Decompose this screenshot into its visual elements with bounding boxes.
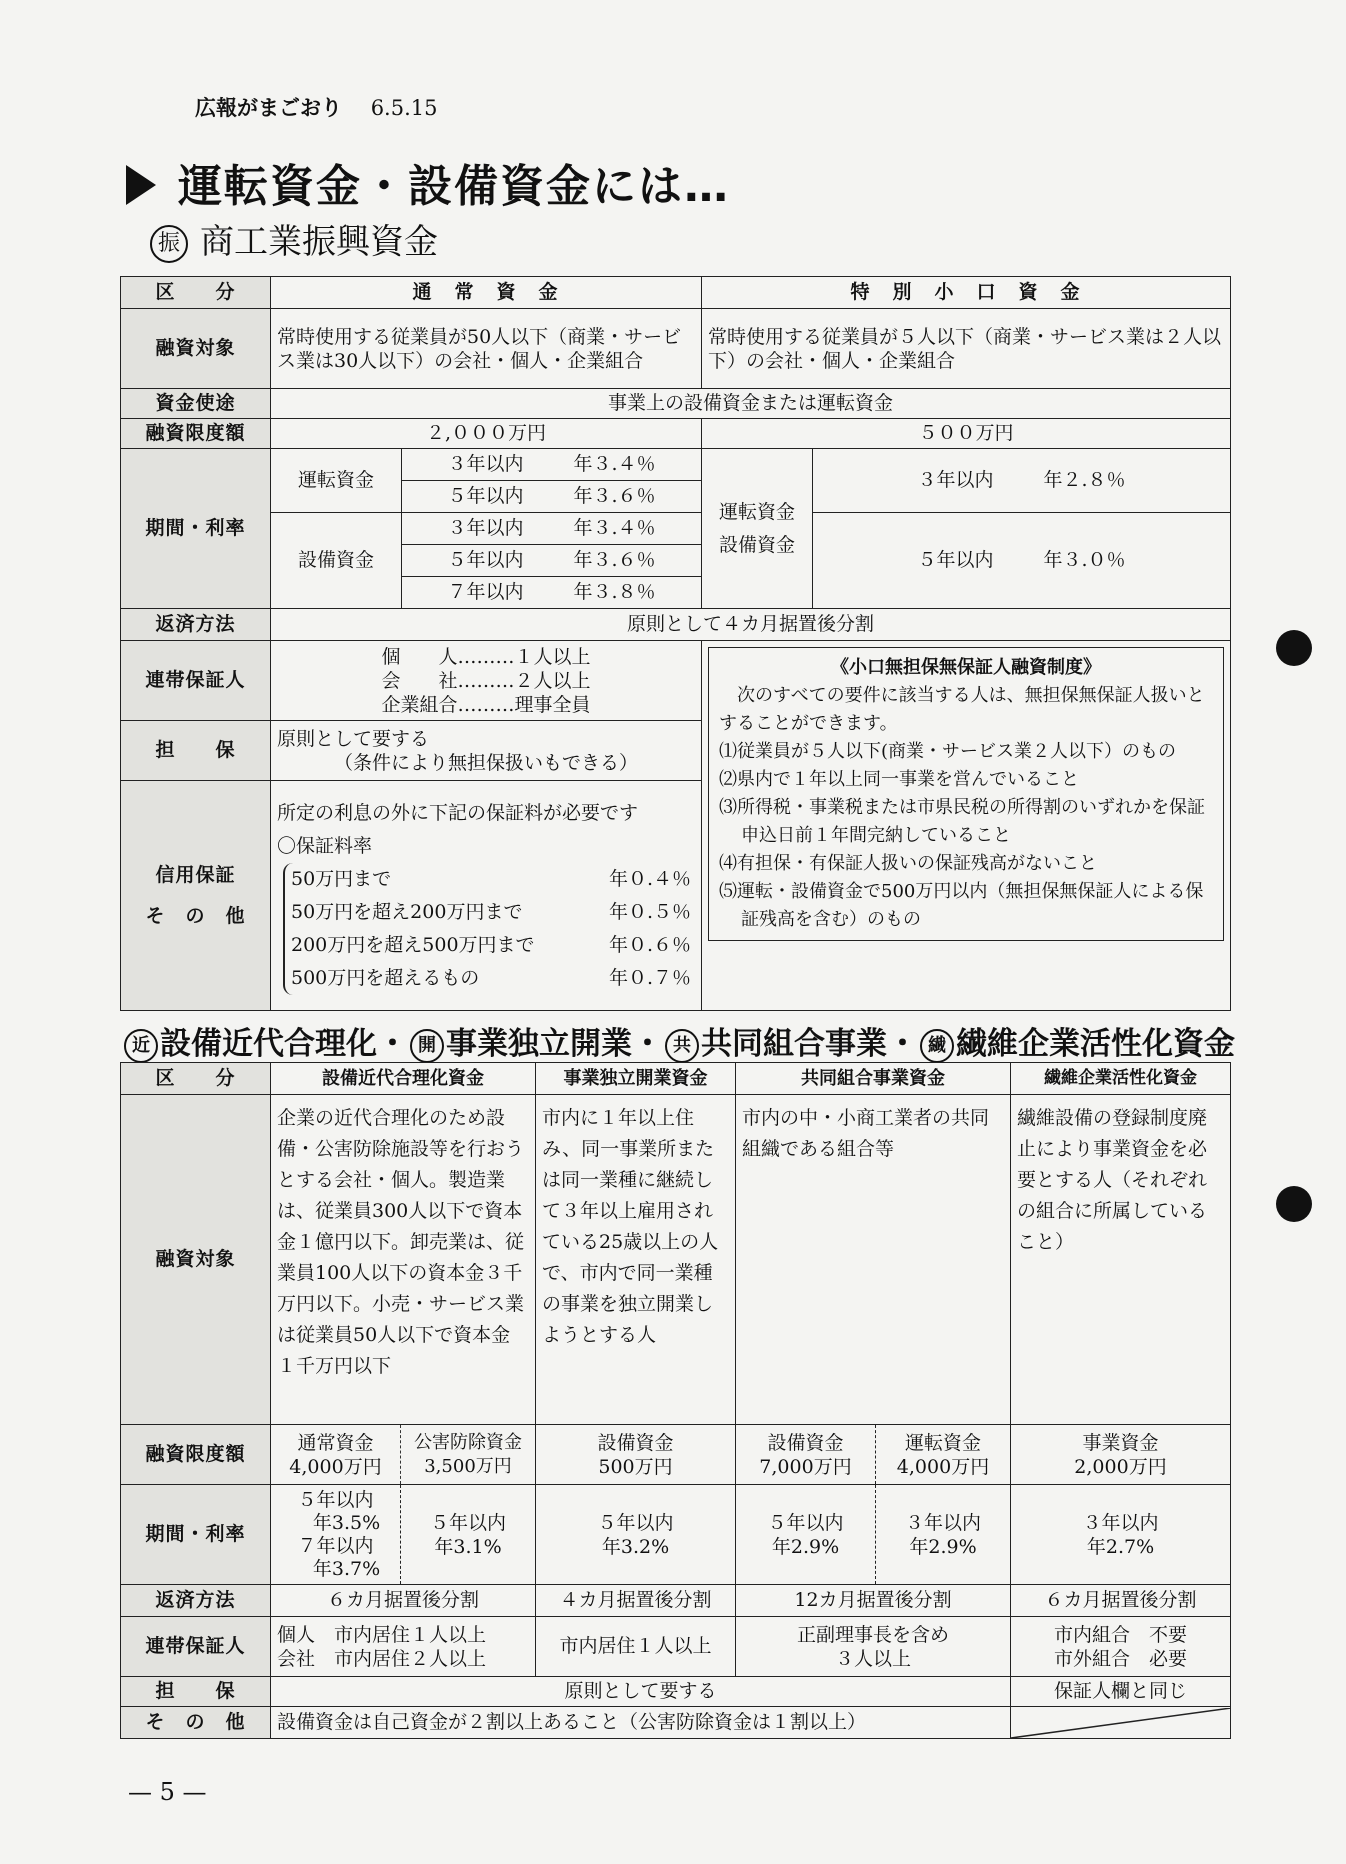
label-credit: 信用保証 そ の 他	[121, 781, 271, 1011]
header-special-fund: 特 別 小 口 資 金	[702, 277, 1231, 309]
repay-cell: ４カ月据置後分割	[536, 1585, 736, 1617]
header-textile: 繊維企業活性化資金	[1011, 1063, 1231, 1095]
circled-badge-icon: 振	[150, 225, 188, 263]
label-other: そ の 他	[121, 1707, 271, 1739]
other-funds-table	[120, 1062, 1231, 1739]
collateral-value: 原則として要する （条件により無担保扱いもできる）	[271, 721, 702, 781]
limit-cell: 設備資金 7,000万円	[736, 1425, 876, 1485]
operating-fund-label: 運転資金	[271, 449, 402, 513]
target-modernization: 企業の近代合理化のため設備・公害防除施設等を行おうとする会社・個人。製造業は、従業員300人以下で資本金１億円以下。卸売業は、従業員100人以下の資本金３千万円以下。小売・サービス業は従業員50人以下で資本金１千万円以下	[271, 1095, 536, 1425]
limit-cell: 事業資金 2,000万円	[1011, 1425, 1231, 1485]
special-fund-labels: 運転資金 設備資金	[702, 449, 813, 609]
guarantor-cell: 個人 市内居住１人以上 会社 市内居住２人以上	[271, 1617, 536, 1677]
circled-badge-icon: 近	[124, 1029, 158, 1063]
publication-name: 広報がまごおり	[195, 96, 342, 120]
label-guarantor: 連帯保証人	[121, 641, 271, 721]
circled-badge-icon: 繊	[920, 1029, 954, 1063]
rate-row: ５年以内 年３.６％	[402, 481, 702, 513]
target-startup: 市内に１年以上住み、同一事業所または同一業種に継続して３年以上雇用されている25歳以上の人で、市内で同一業種の事業を独立開業しようとする人	[536, 1095, 736, 1425]
label-use: 資金使途	[121, 389, 271, 419]
header-startup: 事業独立開業資金	[536, 1063, 736, 1095]
term-cell: ５年以内 年3.1%	[401, 1485, 536, 1585]
term-cell: ５年以内 年3.5% ７年以内 年3.7%	[271, 1485, 401, 1585]
label-limit: 融資限度額	[121, 419, 271, 449]
header-modernization: 設備近代合理化資金	[271, 1063, 536, 1095]
equipment-fund-label: 設備資金	[271, 513, 402, 609]
guarantor-value: 個 人………１人以上 会 社………２人以上 企業組合………理事全員	[271, 641, 702, 721]
limit-cell: 公害防除資金 3,500万円	[401, 1425, 536, 1485]
special-rate-row: ５年以内 年３.０％	[813, 513, 1231, 609]
target-textile: 繊維設備の登録制度廃止により事業資金を必要とする人（それぞれの組合に所属していること）	[1011, 1095, 1231, 1425]
rate-row: ３年以内 年３.４％	[402, 449, 702, 481]
collateral-value: 原則として要する	[271, 1677, 1011, 1707]
use-value: 事業上の設備資金または運転資金	[271, 389, 1231, 419]
box-item: ⑶所得税・事業税または市県民税の所得割のいずれかを保証申込日前１年間完納していること	[719, 797, 1206, 846]
box-item: ⑵県内で１年以上同一事業を営んでいること	[719, 769, 1080, 790]
rate-row: ７年以内 年３.８％	[402, 577, 702, 609]
section-title-1	[150, 214, 438, 263]
limit-normal: ２,０００万円	[271, 419, 702, 449]
repay-cell: ６カ月据置後分割	[1011, 1585, 1231, 1617]
target-normal: 常時使用する従業員が50人以下（商業・サービス業は30人以下）の会社・個人・企業組合	[271, 309, 702, 389]
special-rate-row: ３年以内 年２.８％	[813, 449, 1231, 513]
info-box-cell	[702, 641, 1231, 1011]
repay-value: 原則として４カ月据置後分割	[271, 609, 1231, 641]
label-repay: 返済方法	[121, 1585, 271, 1617]
guarantor-cell: 正副理事長を含め ３人以上	[736, 1617, 1011, 1677]
label-limit: 融資限度額	[121, 1425, 271, 1485]
term-cell: ５年以内 年2.9%	[736, 1485, 876, 1585]
other-empty-cell	[1011, 1707, 1231, 1739]
other-value: 設備資金は自己資金が２割以上あること（公害防除資金は１割以上）	[271, 1707, 1011, 1739]
label-collateral: 担 保	[121, 1677, 271, 1707]
page-header	[195, 92, 437, 122]
fee-list: 50万円まで 年０.４％ 50万円を超え200万円まで 年０.５％ 200万円を超え500万円まで 年０.６％ 500万円を超えるもの 年０.７％	[283, 863, 691, 995]
page-title	[126, 150, 730, 214]
box-item: ⑷有担保・有保証人扱いの保証残高がないこと	[719, 853, 1098, 874]
limit-cell: 運転資金 4,000万円	[876, 1425, 1011, 1485]
guarantor-cell: 市内居住１人以上	[536, 1617, 736, 1677]
box-item: ⑴従業員が５人以下(商業・サービス業２人以下）のもの	[719, 741, 1177, 762]
diagonal-slash-icon	[1011, 1708, 1231, 1738]
box-item: ⑸運転・設備資金で500万円以内（無担保無保証人による保証残高を含む）のもの	[719, 881, 1204, 930]
label-target: 融資対象	[121, 309, 271, 389]
rate-row: ５年以内 年３.６％	[402, 545, 702, 577]
box-title: 《小口無担保無保証人融資制度》	[831, 657, 1102, 678]
limit-cell: 設備資金 500万円	[536, 1425, 736, 1485]
section-title-2: 近 設備近代合理化・ 開 事業独立開業・ 共 共同組合事業・ 繊 繊維企業活性化資金	[122, 1018, 1235, 1063]
repay-cell: ６カ月据置後分割	[271, 1585, 536, 1617]
target-cooperative: 市内の中・小商工業者の共同組織である組合等	[736, 1095, 1011, 1425]
header-cooperative: 共同組合事業資金	[736, 1063, 1011, 1095]
binding-hole-icon	[1276, 1186, 1312, 1222]
circled-badge-icon: 共	[665, 1029, 699, 1063]
box-intro: 次のすべての要件に該当する人は、無担保無保証人扱いとすることができます。	[719, 685, 1205, 734]
header-category: 区 分	[121, 1063, 271, 1095]
label-repay: 返済方法	[121, 609, 271, 641]
page-title-text: 運転資金・設備資金には…	[178, 161, 730, 212]
promotion-fund-table	[120, 276, 1231, 1011]
limit-cell: 通常資金 4,000万円	[271, 1425, 401, 1485]
unsecured-loan-box	[708, 647, 1224, 941]
publication-date: 6.5.15	[370, 96, 438, 120]
repay-cell: 12カ月据置後分割	[736, 1585, 1011, 1617]
target-special: 常時使用する従業員が５人以下（商業・サービス業は２人以下）の会社・個人・企業組合	[702, 309, 1231, 389]
page-number: — 5 —	[128, 1778, 207, 1806]
label-collateral: 担 保	[121, 721, 271, 781]
term-cell: ５年以内 年3.2%	[536, 1485, 736, 1585]
label-target: 融資対象	[121, 1095, 271, 1425]
triangle-bullet-icon	[126, 165, 156, 205]
header-category: 区 分	[121, 277, 271, 309]
term-cell: ３年以内 年2.7%	[1011, 1485, 1231, 1585]
credit-value: 所定の利息の外に下記の保証料が必要です 〇保証料率 50万円まで 年０.４％ 50万円を超え200万円まで 年０.５％ 200万円を超え500万円まで 年０.６％ 500万円を超えるもの 年０.７％	[271, 781, 702, 1011]
binding-hole-icon	[1276, 630, 1312, 666]
label-term: 期間・利率	[121, 1485, 271, 1585]
collateral-textile: 保証人欄と同じ	[1011, 1677, 1231, 1707]
rate-row: ３年以内 年３.４％	[402, 513, 702, 545]
term-cell: ３年以内 年2.9%	[876, 1485, 1011, 1585]
limit-special: ５００万円	[702, 419, 1231, 449]
circled-badge-icon: 開	[410, 1029, 444, 1063]
label-term: 期間・利率	[121, 449, 271, 609]
label-guarantor: 連帯保証人	[121, 1617, 271, 1677]
guarantor-cell: 市内組合 不要 市外組合 必要	[1011, 1617, 1231, 1677]
section-title-text: 商工業振興資金	[200, 222, 438, 262]
header-normal-fund: 通 常 資 金	[271, 277, 702, 309]
